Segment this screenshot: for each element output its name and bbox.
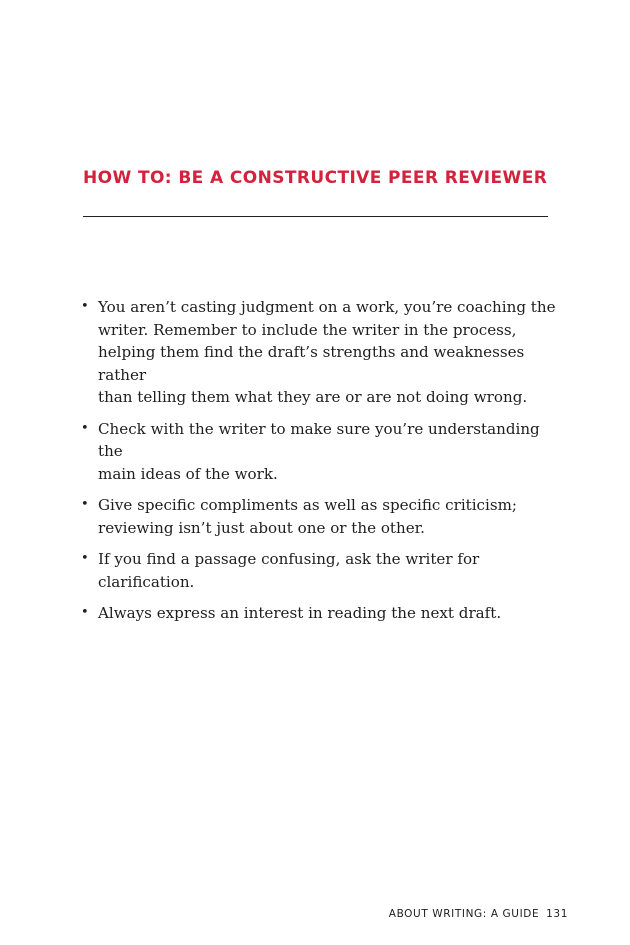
list-item: [80, 548, 560, 593]
list-item-line: clarification.: [98, 572, 195, 591]
list-item-line: main ideas of the work.: [98, 464, 278, 483]
list-item: [80, 494, 560, 539]
page-number: 131: [546, 908, 568, 920]
list-item: [80, 296, 560, 409]
running-title: ABOUT WRITING: A GUIDE: [388, 908, 540, 920]
section-heading: HOW TO: BE A CONSTRUCTIVE PEER REVIEWER: [83, 168, 548, 188]
bullet-marker: •: [81, 299, 89, 314]
tips-list: [80, 296, 560, 634]
list-item-line: reviewing isn’t just about one or the other.: [98, 518, 425, 537]
list-item: [80, 418, 560, 486]
bullet-marker: •: [81, 551, 89, 566]
list-item: [80, 602, 560, 625]
list-item-line: If you find a passage confusing, ask the writer for: [98, 550, 480, 568]
list-item-line: You aren’t casting judgment on a work, you’re coaching the: [98, 298, 556, 316]
bullet-marker: •: [81, 497, 89, 512]
list-item-line: Check with the writer to make sure you’re understanding the: [98, 419, 540, 460]
list-item-line: Always express an interest in reading the next draft.: [98, 604, 502, 622]
page-footer: [389, 908, 568, 920]
list-item-line: Give specific compliments as well as specific criticism;: [98, 496, 517, 514]
bullet-marker: •: [81, 420, 89, 436]
list-item-line: than telling them what they are or are not doing wrong.: [98, 388, 528, 406]
heading-divider: [83, 216, 548, 217]
list-item-line: helping them find the draft’s strengths and weaknesses rather: [98, 343, 525, 384]
bullet-marker: •: [81, 605, 89, 620]
list-item-line: writer. Remember to include the writer in the process,: [98, 320, 517, 339]
